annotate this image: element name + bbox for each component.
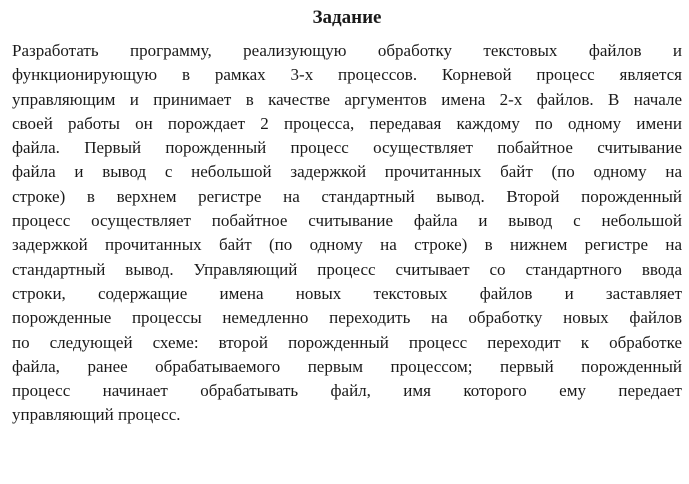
body-line: процесс начинает обрабатывать файл, имя которого ему передает (12, 381, 682, 401)
body-line: задержкой прочитанных байт (по одному на строке) в нижнем регистре на (12, 235, 682, 255)
body-line: стандартный вывод. Управляющий процесс считывает со стандартного ввода (12, 259, 682, 279)
body-line: порожденные процессы немедленно переходить на обработку новых файлов (12, 308, 682, 328)
body-line: файла. Первый порожденный процесс осуществляет побайтное считывание (12, 138, 682, 158)
body-line: строки, содержащие имена новых текстовых файлов и заставляет (12, 283, 682, 303)
body-line: своей работы он порождает 2 процесса, передавая каждому по одному имени (12, 113, 682, 133)
body-line: процесс осуществляет побайтное считывание файла и вывод с небольшой (12, 211, 682, 231)
document-title: Задание (312, 7, 382, 28)
document (12, 0, 682, 428)
body-line: строке) в верхнем регистре на стандартный вывод. Второй порожденный (12, 186, 682, 206)
body-line: файла и вывод с небольшой задержкой прочитанных байт (по одному на (12, 162, 682, 182)
body-line: по следующей схеме: второй порожденный процесс переходит к обработке (12, 332, 682, 352)
body-line-last: управляющий процесс. (12, 405, 181, 425)
body-line: Разработать программу, реализующую обработку текстовых файлов и (12, 41, 682, 60)
body-line: функционирующую в рамках 3-х процессов. Корневой процесс является (12, 65, 682, 85)
body-line: файла, ранее обрабатываемого первым процессом; первый порожденный (12, 356, 682, 376)
document-body (12, 39, 682, 428)
body-line: управляющим и принимает в качестве аргументов имена 2-х файлов. В начале (12, 89, 682, 109)
